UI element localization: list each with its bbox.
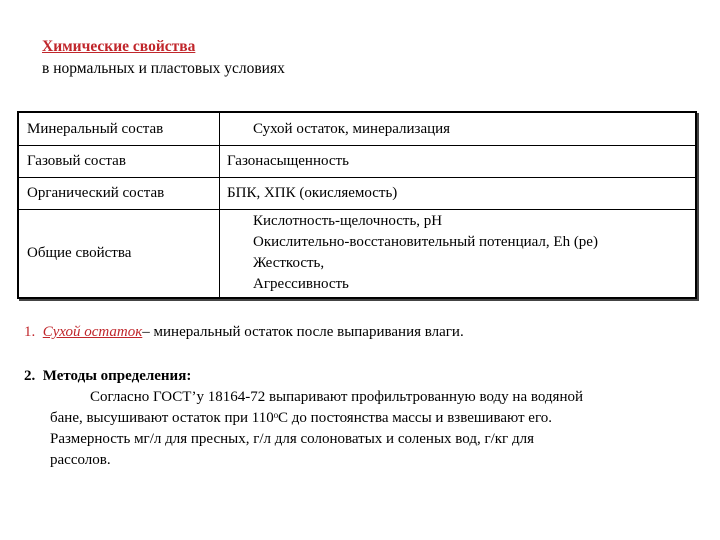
slide-title	[42, 36, 285, 80]
title-subtitle: в нормальных и пластовых условиях	[42, 60, 285, 77]
term-definition: – минеральный остаток после выпаривания влаги.	[142, 324, 464, 340]
parameter-line: Агрессивность	[253, 276, 349, 292]
table-cell-category: Органический состав	[27, 184, 165, 201]
parameter-line: Окислительно-восстановительный потенциал, Eh (pe)	[253, 234, 598, 250]
properties-table	[17, 111, 697, 299]
table-row	[19, 177, 695, 210]
table-cell-category: Общие свойства	[27, 244, 132, 261]
methods-heading: Методы определения:	[42, 368, 192, 384]
table-cell-parameters: БПК, ХПК (окисляемость)	[227, 184, 398, 201]
table-cell-parameters	[219, 209, 695, 297]
parameter-line: Жесткость,	[253, 255, 325, 271]
table-row	[19, 209, 695, 297]
paragraph-line: бане, высушивают остаток при 110ᵒС до постоянства массы и взвешивают его.	[50, 410, 552, 426]
table-cell-category: Газовый состав	[27, 152, 126, 169]
paragraph-line: рассолов.	[50, 452, 111, 468]
list-item-dry-residue	[24, 322, 464, 343]
parameter-line: Кислотность-щелочность, pH	[253, 213, 443, 229]
paragraph-line: Согласно ГОСТ’у 18164-72 выпаривают профильтрованную воду на водяной	[90, 389, 583, 405]
term-dry-residue: Сухой остаток	[42, 324, 143, 340]
title-main: Химические свойства	[42, 38, 196, 55]
list-item-methods	[24, 366, 191, 387]
methods-paragraph	[50, 387, 710, 471]
table-row	[19, 145, 695, 178]
table-cell-category: Минеральный состав	[27, 120, 164, 137]
list-number: 2.	[24, 368, 36, 384]
list-number: 1.	[24, 324, 36, 340]
table-cell-parameters: Сухой остаток, минерализация	[253, 120, 451, 137]
table-row	[19, 113, 695, 146]
paragraph-line: Размерность мг/л для пресных, г/л для солоноватых и соленых вод, г/кг для	[50, 431, 534, 447]
table-cell-parameters: Газонасыщенность	[227, 152, 349, 169]
